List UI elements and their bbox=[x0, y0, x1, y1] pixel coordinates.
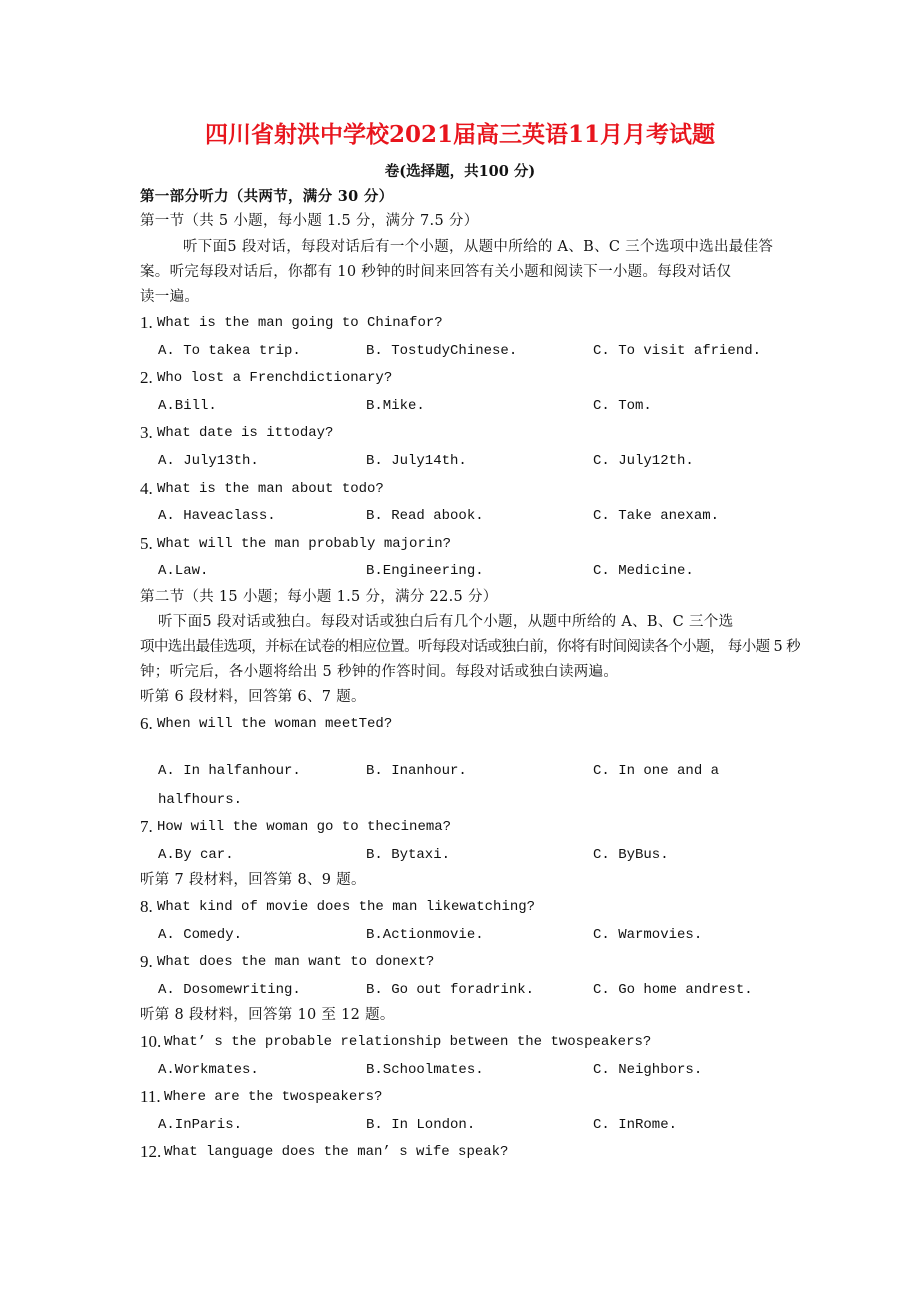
question-text: What is the man about todo? bbox=[157, 481, 384, 497]
option-a: A. July13th. bbox=[158, 453, 259, 469]
option-b: B.Actionmovie. bbox=[366, 927, 484, 943]
option-c: C. Warmovies. bbox=[593, 927, 703, 943]
question-number: 11. bbox=[140, 1087, 161, 1106]
instruction-text: 钟；听完后，各小题将给出 5 秒钟的作答时间。每段对话或独白读两遍。 bbox=[140, 664, 619, 680]
question-number: 1. bbox=[140, 313, 153, 332]
option-b: B. TostudyChinese. bbox=[366, 343, 518, 359]
option-b: B. Go out foradrink. bbox=[366, 982, 535, 998]
page-title: 四川省射洪中学校2021届高三英语11月月考试题 bbox=[204, 121, 716, 148]
option-b: B.Schoolmates. bbox=[366, 1062, 484, 1078]
option-b: B.Engineering. bbox=[366, 563, 484, 579]
option-c-continued: halfhours. bbox=[158, 792, 243, 808]
material-heading: 听第 6 段材料，回答第 6、7 题。 bbox=[140, 689, 366, 705]
option-a: A.Bill. bbox=[158, 398, 217, 414]
question-number: 9. bbox=[140, 952, 153, 971]
question-number: 12. bbox=[140, 1142, 162, 1161]
option-a: A. To takea trip. bbox=[158, 343, 301, 359]
option-c: C. To visit afriend. bbox=[593, 343, 762, 359]
question-text: What kind of movie does the man likewatching? bbox=[157, 899, 536, 915]
option-b: B. Inanhour. bbox=[366, 763, 467, 779]
question-number: 10. bbox=[140, 1032, 162, 1051]
question-number: 8. bbox=[140, 897, 153, 916]
option-b: B.Mike. bbox=[366, 398, 425, 414]
option-a: A. Haveaclass. bbox=[158, 508, 276, 524]
option-c: C. ByBus. bbox=[593, 847, 669, 863]
question-text: Who lost a Frenchdictionary? bbox=[157, 370, 393, 386]
option-b: B. Bytaxi. bbox=[366, 847, 451, 863]
material-heading: 听第 7 段材料，回答第 8、9 题。 bbox=[140, 872, 366, 888]
option-a: A.Workmates. bbox=[158, 1062, 259, 1078]
option-c: C. Tom. bbox=[593, 398, 652, 414]
option-c: C. July12th. bbox=[593, 453, 694, 469]
section-heading: 第一节（共 5 小题，每小题 1.5 分，满分 7.5 分） bbox=[140, 213, 479, 229]
option-c: C. Go home andrest. bbox=[593, 982, 753, 998]
question-text: What date is ittoday? bbox=[157, 425, 334, 441]
option-a: A.By car. bbox=[158, 847, 234, 863]
option-c: C. Medicine. bbox=[593, 563, 694, 579]
option-a: A. In halfanhour. bbox=[158, 763, 301, 779]
option-a: A.Law. bbox=[158, 563, 209, 579]
option-a: A. Comedy. bbox=[158, 927, 243, 943]
question-text: Where are the twospeakers? bbox=[164, 1089, 383, 1105]
instruction-text: 读一遍。 bbox=[140, 289, 200, 305]
part-heading: 第一部分听力（共两节，满分 30 分） bbox=[140, 188, 394, 205]
question-number: 2. bbox=[140, 368, 153, 387]
question-text: What’ s the probable relationship between the twospeakers? bbox=[164, 1034, 652, 1050]
option-a: A.InParis. bbox=[158, 1117, 243, 1133]
instruction-text: 案。听完每段对话后，你都有 10 秒钟的时间来回答有关小题和阅读下一小题。每段对话仅 bbox=[140, 264, 732, 280]
option-b: B. In London. bbox=[366, 1117, 476, 1133]
question-text: What is the man going to Chinafor? bbox=[157, 315, 443, 331]
option-c: C. InRome. bbox=[593, 1117, 678, 1133]
question-number: 4. bbox=[140, 479, 153, 498]
question-text: What language does the man’ s wife speak? bbox=[164, 1144, 509, 1160]
option-c: C. Neighbors. bbox=[593, 1062, 703, 1078]
question-number: 5. bbox=[140, 534, 153, 553]
option-c: C. Take anexam. bbox=[593, 508, 720, 524]
instruction-text: 听下面5 段对话，每段对话后有一个小题，从题中所给的 A、B、C 三个选项中选出最佳答 bbox=[183, 239, 774, 255]
option-a: A. Dosomewriting. bbox=[158, 982, 301, 998]
question-text: What does the man want to donext? bbox=[157, 954, 435, 970]
question-number: 6. bbox=[140, 714, 153, 733]
option-b: B. July14th. bbox=[366, 453, 467, 469]
material-heading: 听第 8 段材料，回答第 10 至 12 题。 bbox=[140, 1007, 395, 1023]
question-text: When will the woman meetTed? bbox=[157, 716, 393, 732]
section-heading: 第二节（共 15 小题；每小题 1.5 分，满分 22.5 分） bbox=[140, 589, 498, 605]
option-c: C. In one and a bbox=[593, 763, 720, 779]
question-number: 3. bbox=[140, 423, 153, 442]
instruction-text: 项中选出最佳选项，并标在试卷的相应位置。听每段对话或独白前，你将有时间阅读各个小题， 每小题 5 秒 bbox=[140, 639, 801, 655]
question-number: 7. bbox=[140, 817, 153, 836]
option-b: B. Read abook. bbox=[366, 508, 484, 524]
subtitle: 卷(选择题，共100 分) bbox=[384, 163, 536, 180]
question-text: What will the man probably majorin? bbox=[157, 536, 452, 552]
question-text: How will the woman go to thecinema? bbox=[157, 819, 452, 835]
instruction-text: 听下面5 段对话或独白。每段对话或独白后有几个小题，从题中所给的 A、B、C 三个选 bbox=[158, 614, 734, 630]
